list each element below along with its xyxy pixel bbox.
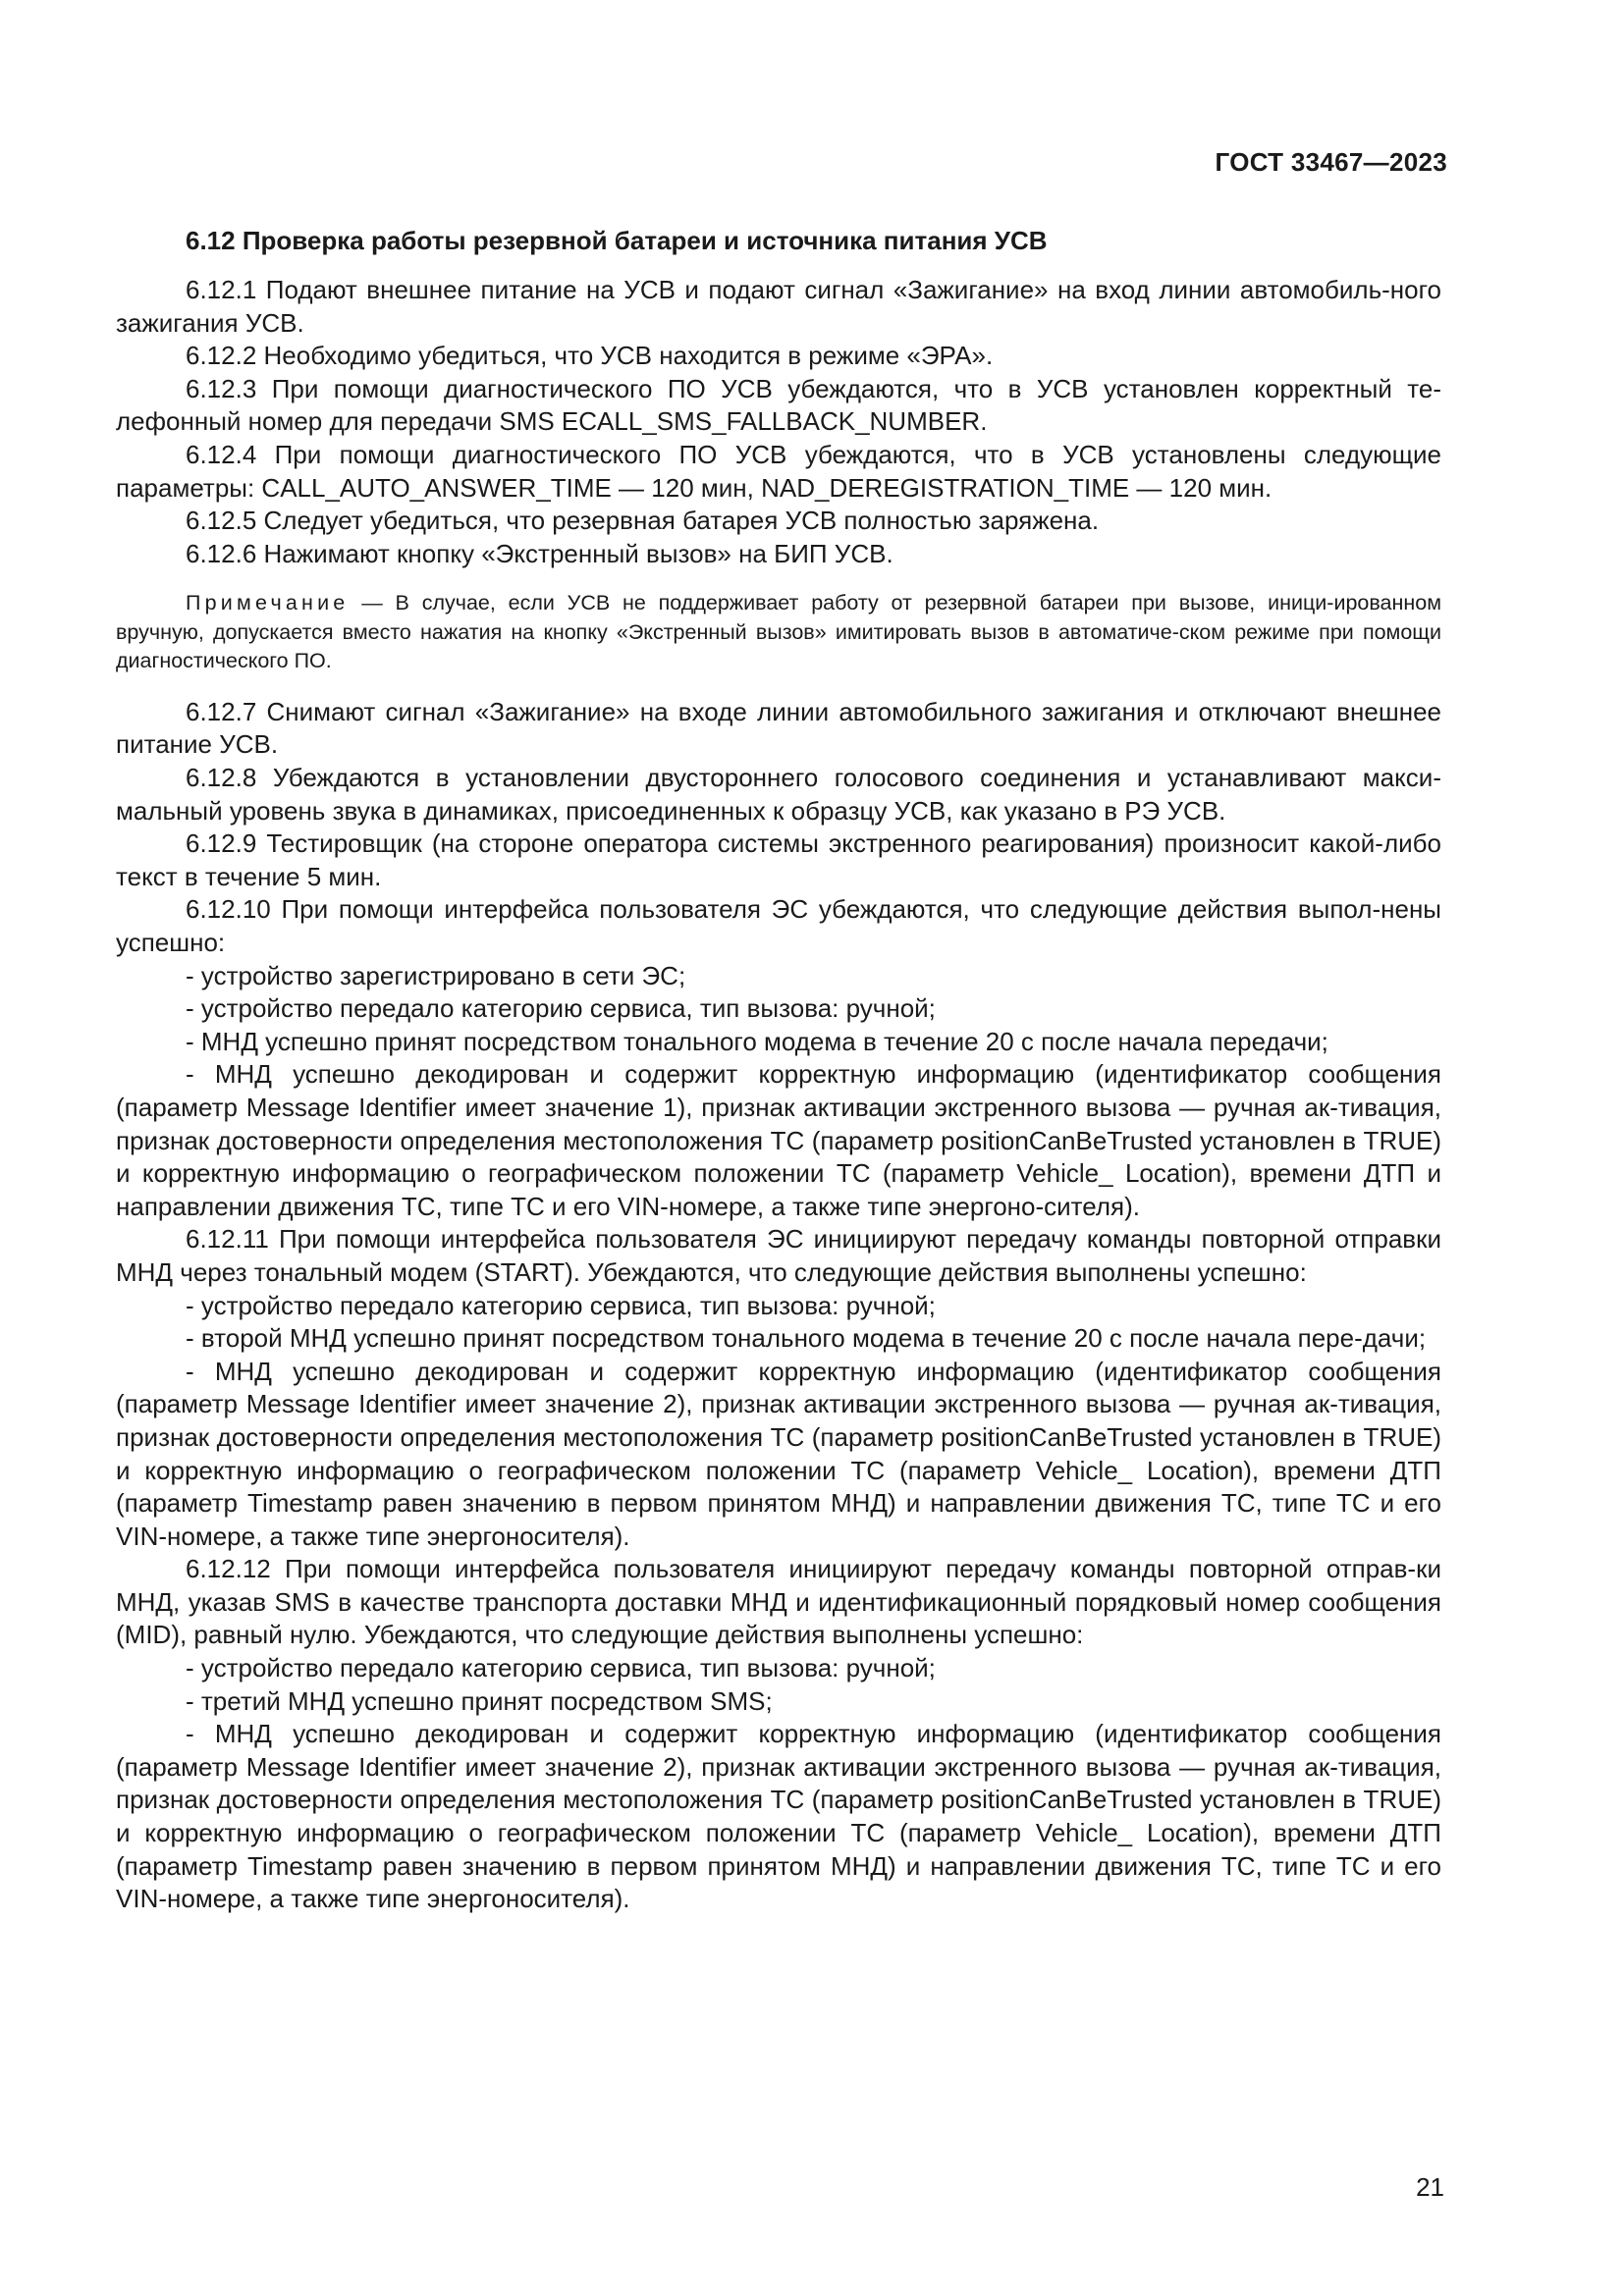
- list-item: - устройство передало категорию сервиса, тип вызова: ручной;: [186, 1653, 936, 1683]
- note: [116, 589, 1441, 676]
- paragraph-6-12-3: 6.12.3 При помощи диагностического ПО УСВ убеждаются, что в УСВ установлен корректный те-лефонный номер для передачи SMS ECALL_SMS_FALLBACK_NUMBER.: [116, 373, 1441, 437]
- list-item: - третий МНД успешно принят посредством SMS;: [186, 1685, 773, 1716]
- list-item: - второй МНД успешно принят посредством тонального модема в течение 20 с после начала пере-дачи;: [186, 1323, 1427, 1354]
- list-item: - устройство зарегистрировано в сети ЭС;: [186, 960, 686, 990]
- paragraph-6-12-8: 6.12.8 Убеждаются в установлении двустороннего голосового соединения и устанавливают макси-мальный уровень звука в динамиках, присоединенных к образцу УСВ, как указано в РЭ УСВ.: [116, 763, 1441, 826]
- paragraph-6-12-2: 6.12.2 Необходимо убедиться, что УСВ находится в режиме «ЭРА».: [186, 341, 994, 371]
- document-code-header: ГОСТ 33467—2023: [1215, 147, 1447, 177]
- paragraph-6-12-5: 6.12.5 Следует убедиться, что резервная батарея УСВ полностью заряжена.: [186, 506, 1100, 536]
- paragraph-6-12-1: 6.12.1 Подают внешнее питание на УСВ и подают сигнал «Зажигание» на вход линии автомобиль-ного зажигания УСВ.: [116, 275, 1441, 338]
- list-item: - устройство передало категорию сервиса, тип вызова: ручной;: [186, 1290, 936, 1320]
- note-label: Примечание: [186, 591, 350, 615]
- list-item: - МНД успешно декодирован и содержит корректную информацию (идентификатор сообщения (параметр Message Identifier имеет значение 1), признак активации экстренного вызова — ручная ак-тивация, признак достоверности определения местоположения ТС (параметр positionCanBeTrusted установлен в TRUE) и корректную информацию о географическом положении ТС (параметр Vehicle_ Location), времени ДТП и направлении движения ТС, типе ТС и его VIN-номере, а также типе энергоно-сителя).: [116, 1059, 1441, 1221]
- paragraph-6-12-4: 6.12.4 При помощи диагностического ПО УСВ убеждаются, что в УСВ установлены следующие параметры: CALL_AUTO_ANSWER_TIME — 120 мин, NAD_DEREGISTRATION_TIME — 120 мин.: [116, 439, 1441, 503]
- paragraph-6-12-9: 6.12.9 Тестировщик (на стороне оператора системы экстренного реагирования) произносит какой-либо текст в течение 5 мин.: [116, 828, 1441, 891]
- list-item: - устройство передало категорию сервиса, тип вызова: ручной;: [186, 993, 936, 1024]
- paragraphs-before-note: [116, 274, 1441, 570]
- list-item: - МНД успешно принят посредством тонального модема в течение 20 с после начала передачи;: [186, 1026, 1328, 1056]
- document-body: [116, 224, 1441, 1916]
- paragraph-6-12-6: 6.12.6 Нажимают кнопку «Экстренный вызов» на БИП УСВ.: [186, 538, 893, 568]
- page-number: 21: [1416, 2172, 1444, 2202]
- paragraph-6-12-11: 6.12.11 При помощи интерфейса пользователя ЭС инициируют передачу команды повторной отправки МНД через тональный модем (START). Убеждаются, что следующие действия выполнены успешно:: [116, 1224, 1441, 1287]
- paragraph-6-12-10: 6.12.10 При помощи интерфейса пользователя ЭС убеждаются, что следующие действия выпол-нены успешно:: [116, 894, 1441, 957]
- section-title: 6.12 Проверка работы резервной батареи и источника питания УСВ: [186, 226, 1048, 255]
- list-item: - МНД успешно декодирован и содержит корректную информацию (идентификатор сообщения (параметр Message Identifier имеет значение 2), признак активации экстренного вызова — ручная ак-тивация, признак достоверности определения местоположения ТС (параметр positionCanBeTrusted установлен в TRUE) и корректную информацию о географическом положении ТС (параметр Vehicle_ Location), времени ДТП (параметр Timestamp равен значению в первом принятом МНД) и направлении движения ТС, типе ТС и его VIN-номере, а также типе энергоносителя).: [116, 1719, 1441, 1914]
- note-text: — В случае, если УСВ не поддерживает работу от резервной батареи при вызове, иници-ированном вручную, допускается вместо нажатия на кнопку «Экстренный вызов» имитировать вызов в автоматиче-ском режиме при помощи диагностического ПО.: [116, 591, 1441, 673]
- list-item: - МНД успешно декодирован и содержит корректную информацию (идентификатор сообщения (параметр Message Identifier имеет значение 2), признак активации экстренного вызова — ручная ак-тивация, признак достоверности определения местоположения ТС (параметр positionCanBeTrusted установлен в TRUE) и корректную информацию о географическом положении ТС (параметр Vehicle_ Location), времени ДТП (параметр Timestamp равен значению в первом принятом МНД) и направлении движения ТС, типе ТС и его VIN-номере, а также типе энергоносителя).: [116, 1356, 1441, 1551]
- paragraphs-after-note: [116, 696, 1441, 1916]
- paragraph-6-12-7: 6.12.7 Снимают сигнал «Зажигание» на входе линии автомобильного зажигания и отключают внешнее питание УСВ.: [116, 696, 1441, 760]
- paragraph-6-12-12: 6.12.12 При помощи интерфейса пользователя инициируют передачу команды повторной отправ-ки МНД, указав SMS в качестве транспорта доставки МНД и идентификационный порядковый номер сообщения (MID), равный нулю. Убеждаются, что следующие действия выполнены успешно:: [116, 1554, 1441, 1650]
